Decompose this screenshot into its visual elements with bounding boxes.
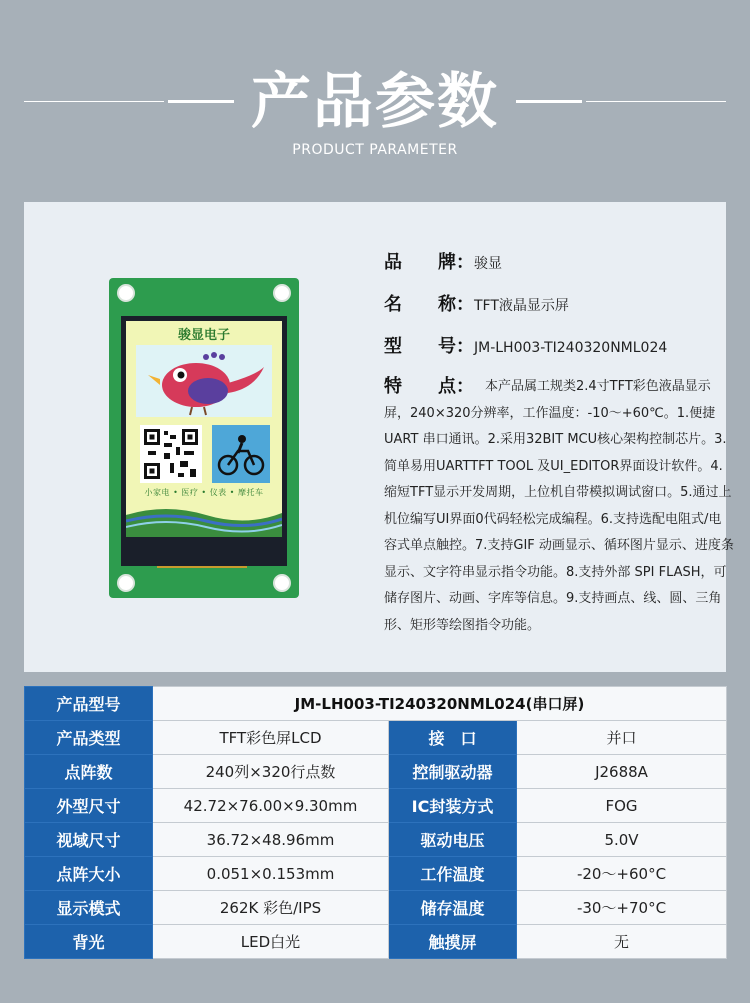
title-rule-right-thick [516, 100, 582, 103]
page-subtitle: PRODUCT PARAMETER [292, 142, 458, 158]
spec-model [384, 332, 667, 358]
lcd-screen [126, 321, 282, 537]
table-cell: J2688A [517, 755, 727, 789]
table-row [25, 755, 727, 789]
title-rule-right-thin [586, 101, 726, 102]
table-header-cell: 产品类型 [25, 721, 153, 755]
table-row [25, 925, 727, 959]
table-row [25, 789, 727, 823]
spec-name-value: TFT液晶显示屏 [474, 298, 569, 314]
mount-hole-top-right [273, 284, 291, 302]
table-cell: -30～+70°C [517, 891, 727, 925]
table-cell: 36.72×48.96mm [153, 823, 389, 857]
spec-model-value: JM-LH003-TI240320NML024 [474, 340, 668, 356]
table-row [25, 823, 727, 857]
parameter-table [24, 686, 727, 959]
bird-illustration [136, 345, 272, 417]
lcd-frame [121, 316, 287, 566]
qr-code [140, 425, 202, 483]
mount-hole-top-left [117, 284, 135, 302]
spec-brand-label: 品 牌： [384, 252, 474, 273]
table-header-cell: 产品型号 [25, 687, 153, 721]
table-row [25, 857, 727, 891]
spec-name [384, 290, 569, 316]
table-header-cell: 视域尺寸 [25, 823, 153, 857]
table-header-cell: 显示模式 [25, 891, 153, 925]
page-header [0, 0, 750, 200]
table-cell: 5.0V [517, 823, 727, 857]
spec-brand [384, 248, 502, 274]
table-cell: TFT彩色屏LCD [153, 721, 389, 755]
table-cell: 0.051×0.153mm [153, 857, 389, 891]
table-cell: 262K 彩色/IPS [153, 891, 389, 925]
table-header-cell: 控制驱动器 [389, 755, 517, 789]
table-header-cell: 背光 [25, 925, 153, 959]
table-cell: 42.72×76.00×9.30mm [153, 789, 389, 823]
cyclist-image [212, 425, 270, 483]
table-cell: 并口 [517, 721, 727, 755]
mount-hole-bottom-right [273, 574, 291, 592]
screen-wave-decoration [126, 503, 282, 537]
table-row [25, 721, 727, 755]
table-cell: JM-LH003-TI240320NML024(串口屏) [153, 687, 727, 721]
product-image [109, 278, 299, 598]
page-title: 产品参数 [251, 67, 499, 137]
table-header-cell: 储存温度 [389, 891, 517, 925]
table-header-cell: 接 口 [389, 721, 517, 755]
product-card [24, 202, 734, 672]
spec-feature-label: 特 点： [384, 376, 474, 397]
table-cell: 无 [517, 925, 727, 959]
table-cell: LED白光 [153, 925, 389, 959]
table-header-cell: 驱动电压 [389, 823, 517, 857]
table-cell: FOG [517, 789, 727, 823]
table-cell: 240列×320行点数 [153, 755, 389, 789]
table-cell: -20～+60°C [517, 857, 727, 891]
spec-feature-value: 本产品属工规类2.4寸TFT彩色液晶显示屏，240×320分辨率，工作温度：-10～+60℃。1.便捷 UART 串口通讯。2.采用32BIT MCU核心架构控制芯片。3.简单易用UARTTFT TOOL 及UI_EDITOR界面设计软件。4.缩短TFT显示开发周期，上位机自带模拟调试窗口。5.通过上机位编写UI界面0代码轻松完成编程。6.支持选配电阻式/电容式单点触控。7.支持GIF 动画显示、循环图片显示、进度条显示、文字符串显示指令功能。8.支持外部 SPI FLASH，可储存图片、动画、字库等信息。9.支持画点、线、圆、三角形、矩形等绘图指令功能。 [384, 379, 734, 633]
spec-brand-value: 骏显 [474, 256, 502, 272]
spec-name-label: 名 称： [384, 294, 474, 315]
table-header-cell: 外型尺寸 [25, 789, 153, 823]
table-row [25, 687, 727, 721]
table-header-cell: 点阵大小 [25, 857, 153, 891]
table-header-cell: 触摸屏 [389, 925, 517, 959]
table-header-cell: IC封装方式 [389, 789, 517, 823]
screen-caption: 小家电 • 医疗 • 仪表 • 摩托车 [144, 488, 264, 497]
table-row [25, 891, 727, 925]
spec-model-label: 型 号： [384, 336, 474, 357]
table-header-cell: 工作温度 [389, 857, 517, 891]
table-header-cell: 点阵数 [25, 755, 153, 789]
mount-hole-bottom-left [117, 574, 135, 592]
screen-title: 骏显电子 [177, 328, 230, 343]
